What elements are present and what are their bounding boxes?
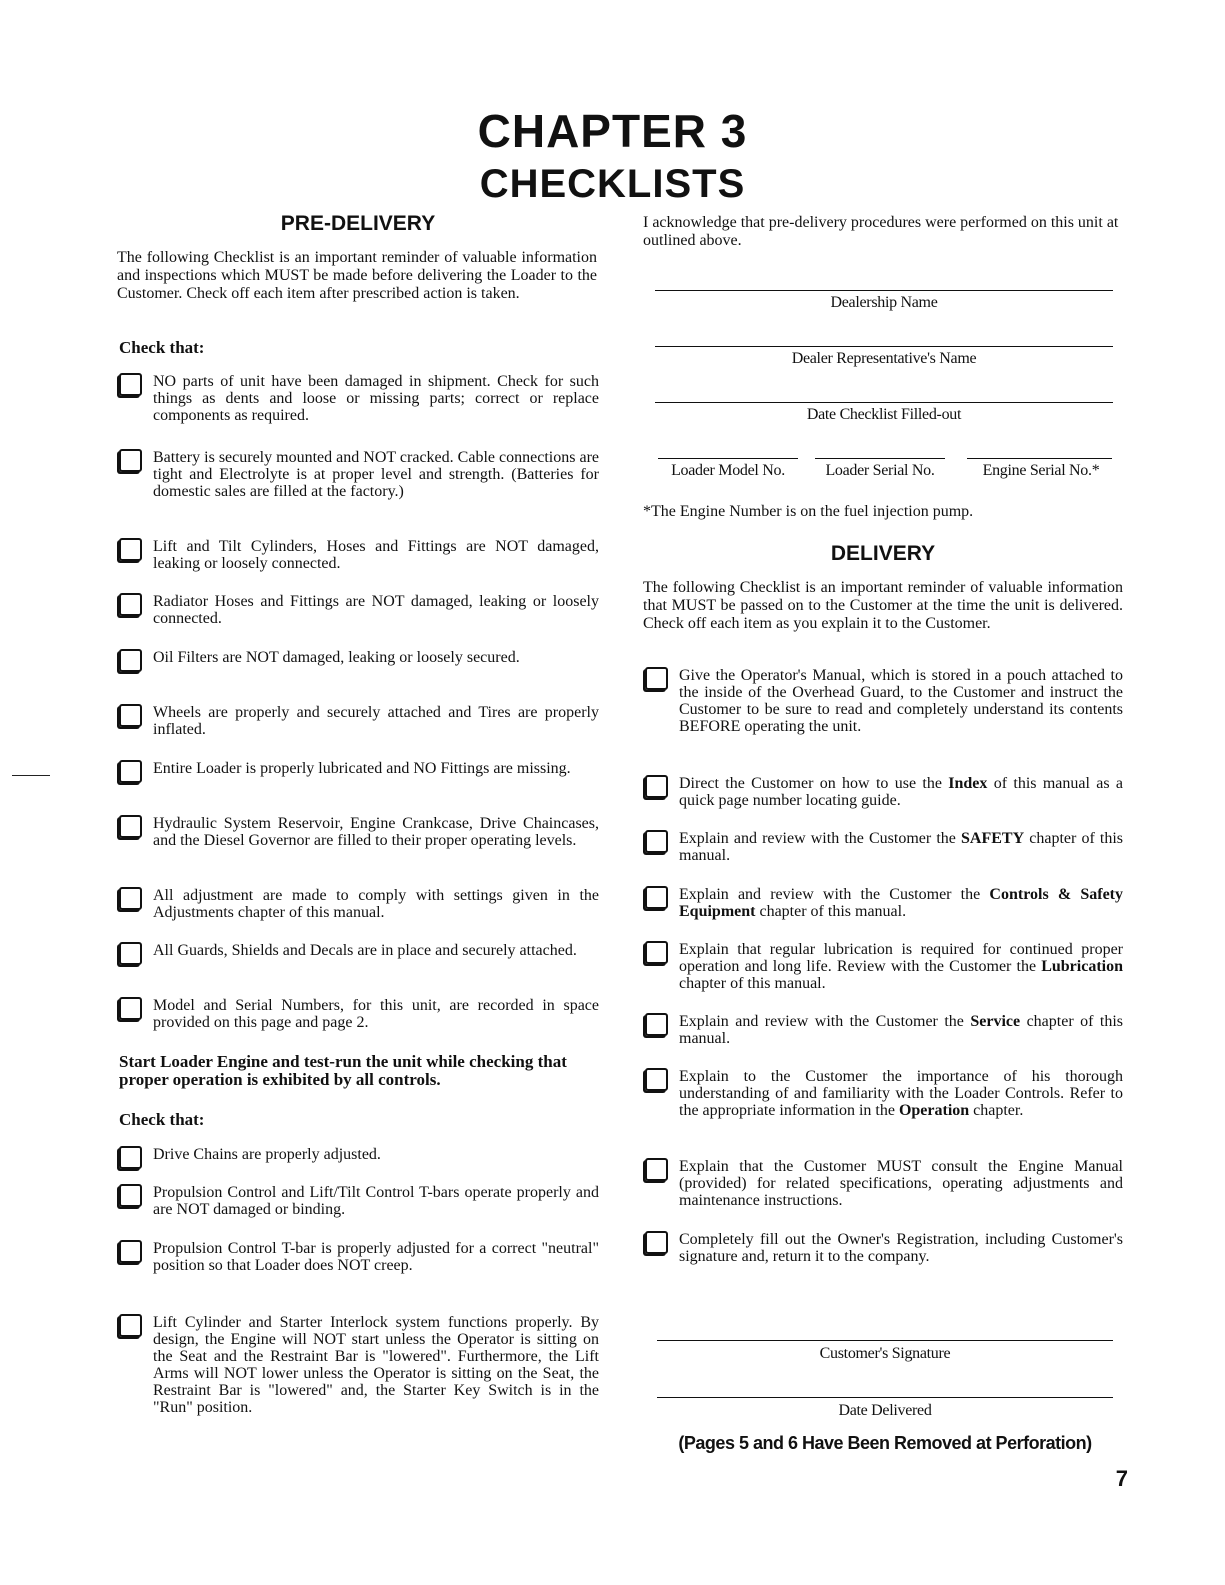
checklist-item <box>645 886 1123 920</box>
signature-line <box>658 458 798 459</box>
signature-line <box>655 402 1113 403</box>
checkbox[interactable] <box>119 593 142 616</box>
checklist-item-text: Explain and review with the Customer the Controls & Safety Equipment chapter of this manual. <box>679 886 1124 920</box>
checklist-item <box>119 815 599 849</box>
checklist-item-text: Explain to the Customer the importance of his thorough understanding of and familiarity with the Loader Controls. Refer to the appropriate information in the Operation chapter. <box>679 1068 1123 1119</box>
checkbox[interactable] <box>119 449 142 472</box>
chapter-subtitle: CHECKLISTS <box>479 162 746 206</box>
checklist-item-text: Wheels are properly and securely attached and Tires are properly inflated. <box>153 704 599 738</box>
loader-serial-label: Loader Serial No. <box>825 462 935 479</box>
loader-model-label: Loader Model No. <box>671 462 785 479</box>
checklist-item-text: Completely fill out the Owner's Registration, including Customer's signature and, return it to the company. <box>679 1231 1123 1265</box>
pre-delivery-heading: PRE-DELIVERY <box>280 212 436 235</box>
chapter-title: CHAPTER 3 <box>477 105 748 157</box>
checkbox[interactable] <box>119 815 142 838</box>
signature-line <box>967 458 1112 459</box>
checklist-item <box>119 649 599 672</box>
checkbox[interactable] <box>645 886 668 909</box>
customer-signature-label: Customer's Signature <box>819 1345 951 1362</box>
checklist-item-text: Propulsion Control T-bar is properly adjusted for a correct "neutral" position so that Loader does NOT creep. <box>153 1240 599 1274</box>
checklist-item-text: Oil Filters are NOT damaged, leaking or loosely secured. <box>153 649 520 666</box>
checklist-item-text: Lift and Tilt Cylinders, Hoses and Fittings are NOT damaged, leaking or loosely connected. <box>153 538 599 572</box>
checklist-item <box>119 538 599 572</box>
checklist-item-text: Drive Chains are properly adjusted. <box>153 1146 381 1163</box>
checkbox[interactable] <box>119 1240 142 1263</box>
checklist-item <box>645 830 1123 864</box>
acknowledgement-text: I acknowledge that pre-delivery procedures were performed on this unit at outlined above. <box>643 214 1119 249</box>
checklist-item <box>645 1158 1123 1209</box>
checkbox[interactable] <box>119 373 142 396</box>
checklist-item-text: All adjustment are made to comply with settings given in the Adjustments chapter of this manual. <box>153 887 599 921</box>
checklist-item <box>645 1231 1123 1265</box>
checklist-item <box>119 997 599 1031</box>
checkbox[interactable] <box>645 1231 668 1254</box>
checklist-item <box>119 760 599 783</box>
date-delivered-label: Date Delivered <box>838 1402 932 1419</box>
checkbox[interactable] <box>119 942 142 965</box>
checklist-item <box>119 593 599 627</box>
checkbox[interactable] <box>119 997 142 1020</box>
checklist-item <box>119 942 599 965</box>
checklist-item <box>119 704 599 738</box>
dealer-rep-label: Dealer Representative's Name <box>791 350 977 367</box>
test-run-instruction: Start Loader Engine and test-run the unit while checking that proper operation is exhibited by all controls. <box>119 1052 567 1089</box>
checkbox[interactable] <box>119 704 142 727</box>
checkbox[interactable] <box>119 760 142 783</box>
checklist-item <box>119 449 599 500</box>
checklist-item <box>645 1068 1123 1119</box>
checklist-item <box>119 373 599 424</box>
check-that-heading: Check that: <box>119 1110 205 1129</box>
signature-line <box>655 290 1113 291</box>
checkbox[interactable] <box>119 1146 142 1169</box>
checklist-item-text: NO parts of unit have been damaged in shipment. Check for such things as dents and loose or missing parts; correct or replace components as required. <box>153 373 599 424</box>
checklist-item-text: Direct the Customer on how to use the Index of this manual as a quick page number locating guide. <box>679 775 1124 809</box>
signature-line <box>657 1340 1113 1341</box>
checklist-item <box>645 1013 1123 1047</box>
checklist-item <box>645 775 1123 809</box>
checkbox[interactable] <box>119 538 142 561</box>
signature-line <box>655 346 1113 347</box>
checklist-item <box>645 941 1123 992</box>
date-filled-label: Date Checklist Filled-out <box>806 406 962 423</box>
checkbox[interactable] <box>645 941 668 964</box>
dealership-name-label: Dealership Name <box>830 294 938 311</box>
checklist-item <box>119 1314 599 1416</box>
checkbox[interactable] <box>645 830 668 853</box>
delivery-intro: The following Checklist is an important reminder of valuable information that MUST be passed on to the Customer at the time the unit is delivered. Check off each item as you explain it to the Customer. <box>643 579 1123 632</box>
delivery-heading: DELIVERY <box>830 542 936 565</box>
checkbox[interactable] <box>119 1184 142 1207</box>
checkbox[interactable] <box>119 887 142 910</box>
checklist-item-text: Propulsion Control and Lift/Tilt Control T-bars operate properly and are NOT damaged or binding. <box>153 1184 599 1218</box>
checklist-item-text: Explain and review with the Customer the Service chapter of this manual. <box>679 1013 1124 1047</box>
checklist-item-text: Battery is securely mounted and NOT cracked. Cable connections are tight and Electrolyte is at proper level and strength. (Batteries for domestic sales are filled at the factory.) <box>153 449 599 500</box>
pre-delivery-intro: The following Checklist is an important reminder of valuable information and inspections which MUST be made before delivering the Loader to the Customer. Check off each item after prescribed action is taken. <box>117 249 597 302</box>
checklist-item <box>119 887 599 921</box>
checklist-item-text: All Guards, Shields and Decals are in place and securely attached. <box>153 942 577 959</box>
signature-line <box>815 458 945 459</box>
checklist-item <box>119 1240 599 1274</box>
checklist-item-text: Explain that the Customer MUST consult the Engine Manual (provided) for related specifications, operating adjustments and maintenance instructions. <box>679 1158 1123 1209</box>
checkbox[interactable] <box>645 1158 668 1181</box>
checkbox[interactable] <box>119 649 142 672</box>
margin-tick-mark <box>12 775 50 776</box>
checklist-item-text: Radiator Hoses and Fittings are NOT damaged, leaking or loosely connected. <box>153 593 599 627</box>
checklist-item-text: Give the Operator's Manual, which is stored in a pouch attached to the inside of the Overhead Guard, to the Customer and instruct the Customer to be sure to read and completely understand its contents BEFORE operating the unit. <box>679 667 1123 735</box>
page-number: 7 <box>1115 1466 1128 1491</box>
checkbox[interactable] <box>645 775 668 798</box>
checklist-item-text: Hydraulic System Reservoir, Engine Crankcase, Drive Chaincases, and the Diesel Governor are filled to their proper operating levels. <box>153 815 599 849</box>
check-that-heading: Check that: <box>119 338 205 357</box>
checkbox[interactable] <box>119 1314 142 1337</box>
signature-line <box>657 1397 1113 1398</box>
checklist-item-text: Explain and review with the Customer the SAFETY chapter of this manual. <box>679 830 1124 864</box>
checklist-item <box>119 1146 599 1169</box>
checklist-item-text: Entire Loader is properly lubricated and NO Fittings are missing. <box>153 760 571 777</box>
perforation-note: (Pages 5 and 6 Have Been Removed at Perforation) <box>678 1433 1092 1453</box>
checklist-item-text: Explain that regular lubrication is required for continued proper operation and long life. Review with the Customer the Lubrication chapter of this manual. <box>679 941 1123 992</box>
checklist-item <box>119 1184 599 1218</box>
checkbox[interactable] <box>645 1013 668 1036</box>
engine-serial-label: Engine Serial No.* <box>982 462 1100 479</box>
checkbox[interactable] <box>645 1068 668 1091</box>
checkbox[interactable] <box>645 667 668 690</box>
checklist-item-text: Lift Cylinder and Starter Interlock system functions properly. By design, the Engine will NOT start unless the Operator is sitting on the Seat and the Restraint Bar is "lowered". Furthermore, the Lift Arms will NOT lower unless the Operator is sitting on the Seat, the Restraint Bar is "lowered" and, the Starter Key Switch is in the "Run" position. <box>153 1314 599 1416</box>
checklist-item <box>645 667 1123 735</box>
engine-number-note: *The Engine Number is on the fuel injection pump. <box>643 503 974 520</box>
checklist-item-text: Model and Serial Numbers, for this unit, are recorded in space provided on this page and page 2. <box>153 997 599 1031</box>
